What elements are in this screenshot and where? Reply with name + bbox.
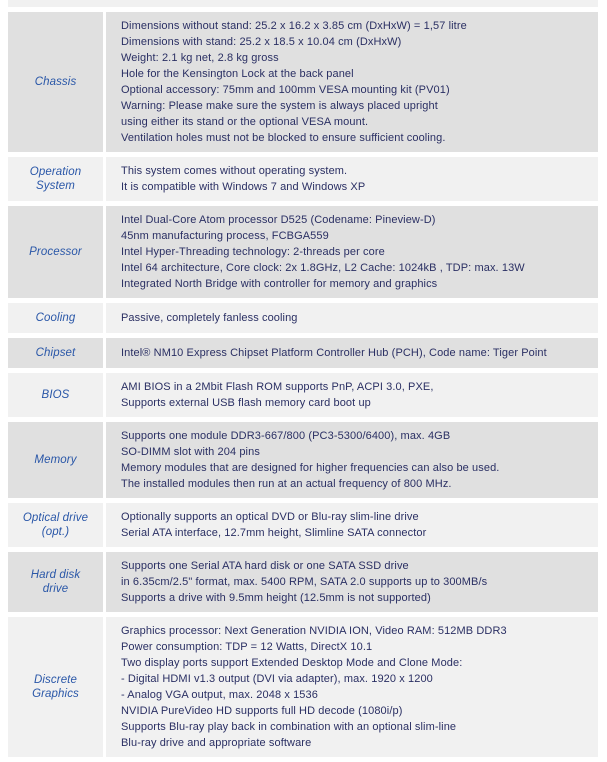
row-label-discrete-graphics: Discrete Graphics	[8, 617, 103, 757]
spec-row-memory	[8, 422, 598, 498]
spec-line: Intel 64 architecture, Core clock: 2x 1.8GHz, L2 Cache: 1024kB , TDP: max. 13W	[121, 262, 525, 274]
spec-row-optical-drive	[8, 503, 598, 547]
row-content-discrete-graphics	[106, 617, 598, 757]
spec-row-processor	[8, 206, 598, 298]
row-content-memory	[106, 422, 598, 498]
table-top-strip	[8, 0, 598, 7]
spec-line: Optional accessory: 75mm and 100mm VESA mounting kit (PV01)	[121, 84, 450, 96]
spec-line: Supports Blu-ray play back in combination with an optional slim-line	[121, 721, 457, 733]
spec-row-operation-system	[8, 157, 598, 201]
spec-line: Dimensions without stand: 25.2 x 16.2 x 3.85 cm (DxHxW) = 1,57 litre	[121, 20, 467, 32]
spec-line: This system comes without operating system.	[121, 165, 348, 177]
spec-line: Intel Dual-Core Atom processor D525 (Codename: Pineview-D)	[121, 214, 436, 226]
spec-line: Optionally supports an optical DVD or Blu-ray slim-line drive	[121, 511, 419, 523]
spec-line: Warning: Please make sure the system is always placed upright	[121, 100, 438, 112]
spec-line: Dimensions with stand: 25.2 x 18.5 x 10.04 cm (DxHxW)	[121, 36, 402, 48]
spec-row-chassis	[8, 12, 598, 152]
spec-line: Passive, completely fanless cooling	[121, 312, 298, 324]
spec-line: Intel Hyper-Threading technology: 2-threads per core	[121, 246, 385, 258]
spec-line: Blu-ray drive and appropriate software	[121, 737, 312, 749]
row-content-bios	[106, 373, 598, 417]
spec-line: Integrated North Bridge with controller for memory and graphics	[121, 278, 438, 290]
spec-line: - Digital HDMI v1.3 output (DVI via adapter), max. 1920 x 1200	[121, 673, 433, 685]
spec-line: 45nm manufacturing process, FCBGA559	[121, 230, 329, 242]
spec-line: SO-DIMM slot with 204 pins	[121, 446, 260, 458]
row-label-processor: Processor	[8, 206, 103, 298]
spec-line: Intel® NM10 Express Chipset Platform Controller Hub (PCH), Code name: Tiger Point	[121, 347, 547, 359]
row-label-memory: Memory	[8, 422, 103, 498]
row-content-chipset	[106, 338, 598, 368]
row-content-processor	[106, 206, 598, 298]
row-label-chassis: Chassis	[8, 12, 103, 152]
spec-row-hard-disk-drive	[8, 552, 598, 612]
row-content-hard-disk-drive	[106, 552, 598, 612]
specification-table	[8, 0, 598, 762]
spec-line: in 6.35cm/2.5" format, max. 5400 RPM, SATA 2.0 supports up to 300MB/s	[121, 576, 488, 588]
spec-line: Weight: 2.1 kg net, 2.8 kg gross	[121, 52, 279, 64]
spec-line: using either its stand or the optional VESA mount.	[121, 116, 369, 128]
spec-line: Supports a drive with 9.5mm height (12.5mm is not supported)	[121, 592, 431, 604]
row-content-chassis	[106, 12, 598, 152]
spec-line: NVIDIA PureVideo HD supports full HD decode (1080i/p)	[121, 705, 403, 717]
row-label-hard-disk-drive: Hard disk drive	[8, 552, 103, 612]
row-label-optical-drive: Optical drive (opt.)	[8, 503, 103, 547]
spec-line: The installed modules then run at an actual frequency of 800 MHz.	[121, 478, 452, 490]
spec-line: Supports external USB flash memory card boot up	[121, 397, 371, 409]
row-label-operation-system: Operation System	[8, 157, 103, 201]
spec-line: Serial ATA interface, 12.7mm height, Slimline SATA connector	[121, 527, 427, 539]
spec-row-cooling	[8, 303, 598, 333]
spec-line: Graphics processor: Next Generation NVIDIA ION, Video RAM: 512MB DDR3	[121, 625, 507, 637]
spec-line: Two display ports support Extended Desktop Mode and Clone Mode:	[121, 657, 463, 669]
spec-line: Ventilation holes must not be blocked to ensure sufficient cooling.	[121, 132, 446, 144]
spec-line: It is compatible with Windows 7 and Windows XP	[121, 181, 366, 193]
spec-line: AMI BIOS in a 2Mbit Flash ROM supports PnP, ACPI 3.0, PXE,	[121, 381, 434, 393]
row-content-operation-system	[106, 157, 598, 201]
row-label-chipset: Chipset	[8, 338, 103, 368]
row-content-cooling	[106, 303, 598, 333]
row-label-cooling: Cooling	[8, 303, 103, 333]
spec-row-chipset	[8, 338, 598, 368]
spec-line: Supports one module DDR3-667/800 (PC3-5300/6400), max. 4GB	[121, 430, 451, 442]
spec-line: Power consumption: TDP = 12 Watts, DirectX 10.1	[121, 641, 373, 653]
spec-line: Hole for the Kensington Lock at the back panel	[121, 68, 354, 80]
spec-line: Supports one Serial ATA hard disk or one SATA SSD drive	[121, 560, 409, 572]
spec-line: Memory modules that are designed for higher frequencies can also be used.	[121, 462, 500, 474]
spec-row-bios	[8, 373, 598, 417]
row-content-optical-drive	[106, 503, 598, 547]
spec-line: - Analog VGA output, max. 2048 x 1536	[121, 689, 318, 701]
spec-row-discrete-graphics	[8, 617, 598, 757]
row-label-bios: BIOS	[8, 373, 103, 417]
